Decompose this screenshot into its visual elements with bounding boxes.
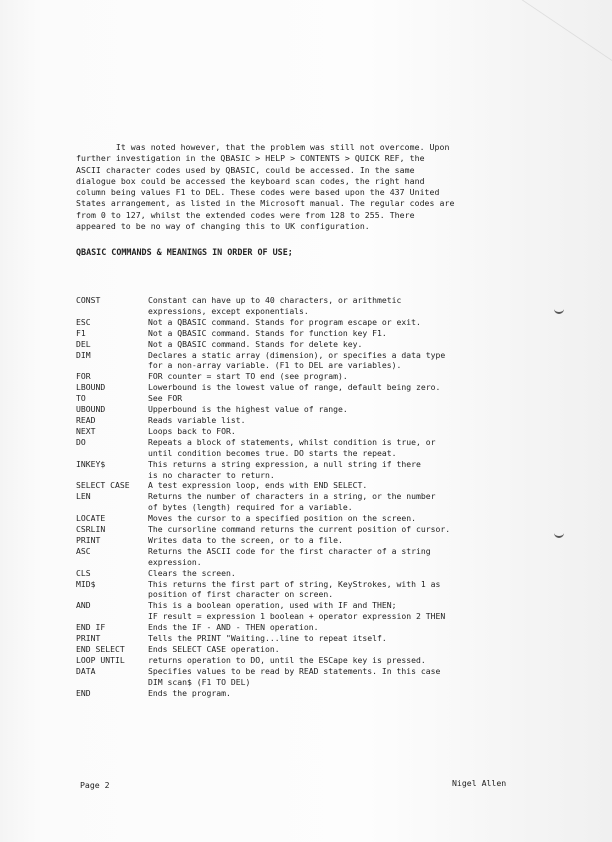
command-description-line: This returns a string expression, a null string if there — [148, 458, 421, 469]
command-description — [148, 524, 536, 535]
command-row — [76, 415, 536, 426]
command-row — [76, 688, 536, 699]
command-row — [76, 404, 536, 415]
command-description — [148, 459, 536, 481]
command-description — [148, 644, 536, 655]
intro-line: further investigation in the QBASIC > HELP > CONTENTS > QUICK REF, the — [76, 153, 425, 164]
intro-line: ASCII character codes used by QBASIC, could be accessed. In the same — [76, 164, 415, 175]
command-description-line: Not a QBASIC command. Stands for program escape or exit. — [148, 316, 421, 327]
command-row — [76, 437, 536, 459]
command-description — [148, 350, 536, 372]
command-description-line: Reads variable list. — [148, 414, 246, 425]
command-description-line: Specifies values to be read by READ statements. In this case — [148, 665, 441, 676]
command-row — [76, 295, 536, 317]
command-row — [76, 633, 536, 644]
command-description — [148, 480, 536, 491]
command-row — [76, 655, 536, 666]
command-description — [148, 666, 536, 688]
intro-paragraph — [76, 142, 516, 232]
command-description-line: This returns the first part of string, KeyStrokes, with 1 as — [148, 578, 441, 589]
command-name: AND — [76, 600, 91, 611]
command-description-line: Not a QBASIC command. Stands for function key F1. — [148, 327, 387, 338]
command-row — [76, 382, 536, 393]
command-description-line: Ends the program. — [148, 687, 231, 698]
command-row — [76, 339, 536, 350]
page-number: Page 2 — [80, 780, 110, 790]
command-row — [76, 535, 536, 546]
command-description-line: position of first character on screen. — [148, 589, 334, 600]
command-description-line: Returns the number of characters in a string, or the number — [148, 491, 436, 502]
command-description — [148, 622, 536, 633]
command-description-line: Clears the screen. — [148, 567, 236, 578]
command-description — [148, 655, 536, 666]
command-description — [148, 382, 536, 393]
command-row — [76, 426, 536, 437]
command-name: READ — [76, 414, 96, 425]
command-name: LOOP UNTIL — [76, 654, 125, 665]
command-name: F1 — [76, 327, 86, 338]
command-name: DEL — [76, 338, 91, 349]
command-row — [76, 317, 536, 328]
command-description-line: Returns the ASCII code for the first character of a string — [148, 545, 431, 556]
command-name: NEXT — [76, 425, 96, 436]
command-description-line: The cursorline command returns the current position of cursor. — [148, 524, 451, 535]
command-row — [76, 459, 536, 481]
command-name: TO — [76, 393, 86, 404]
command-description — [148, 426, 536, 437]
command-name: END IF — [76, 622, 106, 633]
command-description-line: Not a QBASIC command. Stands for delete key. — [148, 338, 363, 349]
command-row — [76, 371, 536, 382]
command-row — [76, 513, 536, 524]
command-name: END — [76, 687, 91, 698]
command-description-line: Loops back to FOR. — [148, 425, 236, 436]
command-description — [148, 535, 536, 546]
command-description — [148, 437, 536, 459]
command-description-line: returns operation to DO, until the ESCape key is pressed. — [148, 654, 426, 665]
command-name: PRINT — [76, 633, 101, 644]
intro-line: dialogue box could be accessed the keyboard scan codes, the right hand — [76, 175, 425, 186]
command-row — [76, 546, 536, 568]
command-description-line: of bytes (length) required for a variable. — [148, 502, 353, 513]
command-description-line: Tells the PRINT "Waiting...line to repeat itself. — [148, 633, 387, 644]
command-description-line: Lowerbound is the lowest value of range, default being zero. — [148, 382, 441, 393]
command-description — [148, 491, 536, 513]
section-heading: QBASIC COMMANDS & MEANINGS IN ORDER OF USE; — [76, 247, 293, 257]
command-description — [148, 339, 536, 350]
command-description — [148, 393, 536, 404]
intro-line: appeared to be no way of changing this to UK configuration. — [76, 221, 370, 232]
command-row — [76, 600, 536, 622]
command-row — [76, 491, 536, 513]
command-name: UBOUND — [76, 404, 106, 415]
command-name: ASC — [76, 545, 91, 556]
command-name: MID$ — [76, 578, 96, 589]
command-description — [148, 371, 536, 382]
intro-line: It was noted however, that the problem was still not overcome. Upon — [76, 142, 450, 152]
command-description-line: FOR counter = start TO end (see program). — [148, 371, 348, 382]
command-name: DIM — [76, 349, 91, 360]
command-description-line: Constant can have up to 40 characters, or arithmetic — [148, 295, 402, 305]
command-description-line: expressions, except exponentials. — [148, 305, 309, 316]
command-description — [148, 579, 536, 601]
command-description-line: until condition becomes true. DO starts the repeat. — [148, 447, 397, 458]
command-row — [76, 524, 536, 535]
command-name: END SELECT — [76, 644, 125, 654]
command-description — [148, 546, 536, 568]
command-description-line: expression. — [148, 556, 202, 567]
command-row — [76, 622, 536, 633]
command-description — [148, 633, 536, 644]
command-description — [148, 688, 536, 699]
command-name: CLS — [76, 567, 91, 578]
command-name: LEN — [76, 491, 91, 502]
command-description — [148, 295, 536, 317]
command-description-line: Repeats a block of statements, whilst condition is true, or — [148, 436, 436, 447]
commands-list — [76, 295, 536, 699]
command-name: ESC — [76, 316, 91, 327]
command-description-line: Upperbound is the highest value of range. — [148, 404, 348, 415]
command-description-line: Declares a static array (dimension), or specifies a data type — [148, 349, 446, 360]
command-name: LOCATE — [76, 513, 106, 524]
command-description — [148, 317, 536, 328]
command-description — [148, 513, 536, 524]
intro-line: States arrangement, as listed in the Microsoft manual. The regular codes are — [76, 198, 455, 209]
command-description-line: See FOR — [148, 393, 183, 404]
command-name: LBOUND — [76, 382, 106, 393]
command-description — [148, 328, 536, 339]
command-name: CONST — [76, 295, 101, 305]
command-description-line: Ends SELECT CASE operation. — [148, 644, 280, 654]
command-name: DATA — [76, 665, 96, 676]
command-row — [76, 568, 536, 579]
command-row — [76, 579, 536, 601]
command-row — [76, 480, 536, 491]
staple-mark — [554, 530, 564, 538]
page-fold-crease — [517, 0, 612, 61]
staple-mark — [554, 306, 564, 314]
command-description-line: Ends the IF - AND - THEN operation. — [148, 622, 319, 633]
command-description-line: DIM scan$ (F1 TO DEL) — [148, 676, 251, 687]
command-description — [148, 404, 536, 415]
command-row — [76, 328, 536, 339]
author-name: Nigel Allen — [452, 778, 507, 788]
command-name: CSRLIN — [76, 524, 106, 535]
command-name: DO — [76, 436, 86, 447]
command-description — [148, 415, 536, 426]
command-description — [148, 568, 536, 579]
command-description-line: for a non-array variable. (F1 to DEL are variables). — [148, 360, 402, 371]
command-name: SELECT CASE — [76, 480, 130, 491]
command-row — [76, 350, 536, 372]
command-row — [76, 666, 536, 688]
command-description — [148, 600, 536, 622]
command-name: INKEY$ — [76, 458, 106, 469]
command-name: PRINT — [76, 534, 101, 545]
command-name: FOR — [76, 371, 91, 382]
intro-line: column being values F1 to DEL. These codes were based upon the 437 United — [76, 187, 440, 198]
command-description-line: This is a boolean operation, used with IF and THEN; — [148, 600, 397, 611]
command-description-line: A test expression loop, ends with END SELECT. — [148, 480, 368, 491]
command-row — [76, 393, 536, 404]
command-row — [76, 644, 536, 655]
intro-line: from 0 to 127, whilst the extended codes were from 128 to 255. There — [76, 209, 415, 220]
command-description-line: IF result = expression 1 boolean + operator expression 2 THEN — [148, 611, 446, 622]
command-description-line: is no character to return. — [148, 469, 275, 480]
command-description-line: Writes data to the screen, or to a file. — [148, 534, 343, 545]
command-description-line: Moves the cursor to a specified position on the screen. — [148, 513, 417, 524]
